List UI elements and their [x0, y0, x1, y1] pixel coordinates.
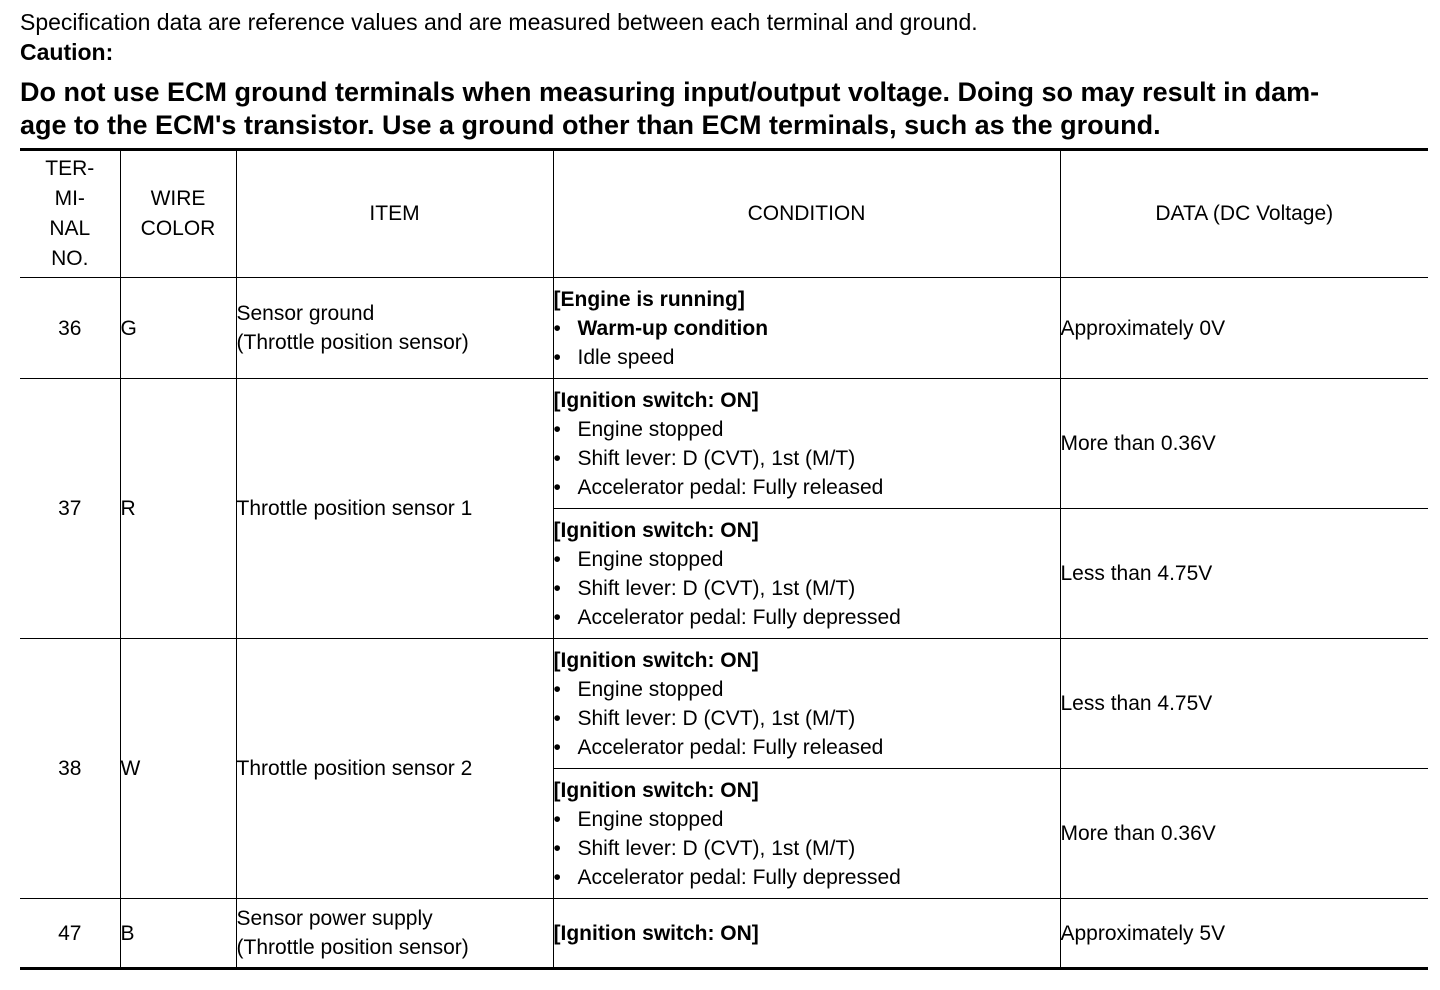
terminal-number: 36: [20, 278, 120, 379]
table-row: [20, 379, 1428, 509]
condition-item-text: Accelerator pedal: Fully depressed: [577, 605, 901, 629]
condition-item: [554, 574, 1060, 603]
bullet-icon: •: [553, 836, 561, 860]
bullet-icon: •: [553, 475, 561, 499]
condition-heading: [Ignition switch: ON]: [553, 648, 759, 672]
condition-cell: [553, 278, 1060, 379]
condition-item-text: Shift lever: D (CVT), 1st (M/T): [577, 446, 856, 470]
bullet-icon: •: [553, 735, 561, 759]
terminal-spec-table: [20, 148, 1428, 970]
bullet-icon: •: [553, 605, 561, 629]
condition-item: [554, 675, 1060, 704]
item-line: (Throttle position sensor): [236, 936, 469, 959]
condition-list: [554, 314, 1060, 372]
table-row: [20, 278, 1428, 379]
item-line: Throttle position sensor 1: [236, 497, 473, 520]
condition-item-text: Shift lever: D (CVT), 1st (M/T): [577, 836, 856, 860]
condition-item-text: Accelerator pedal: Fully released: [577, 735, 884, 759]
header-item: ITEM: [236, 150, 553, 278]
condition-item: [554, 805, 1060, 834]
condition-cell: [553, 509, 1060, 639]
bullet-icon: •: [553, 677, 561, 701]
item-description: [236, 278, 553, 379]
header-data: DATA (DC Voltage): [1060, 150, 1428, 278]
condition-list: [554, 675, 1060, 762]
bullet-icon: •: [553, 345, 561, 369]
bullet-icon: •: [553, 576, 561, 600]
item-line: Sensor ground: [236, 302, 375, 325]
dc-voltage-value: Approximately 5V: [1060, 899, 1428, 969]
caution-label: Caution:: [20, 39, 114, 65]
condition-heading: [Ignition switch: ON]: [553, 518, 759, 542]
bullet-icon: •: [553, 865, 561, 889]
item-description: [236, 379, 553, 639]
item-line: Sensor power supply: [236, 907, 433, 930]
dc-voltage-value: More than 0.36V: [1060, 769, 1428, 899]
item-description: [236, 899, 553, 969]
condition-list: [554, 415, 1060, 502]
condition-item: [554, 603, 1060, 632]
condition-cell: [553, 769, 1060, 899]
condition-item: [554, 704, 1060, 733]
intro-text: Specification data are reference values and are measured between each terminal and ground.: [20, 9, 978, 35]
item-line: Throttle position sensor 2: [236, 757, 473, 780]
condition-heading: [Engine is running]: [553, 287, 745, 311]
caution-line: age to the ECM's transistor. Use a ground other than ECM terminals, such as the ground.: [20, 110, 1161, 140]
dc-voltage-value: Less than 4.75V: [1060, 639, 1428, 769]
caution-text: [20, 76, 1430, 142]
condition-item: [554, 343, 1060, 372]
condition-item-text: Engine stopped: [577, 807, 724, 831]
header-wire-color: WIRE COLOR: [120, 150, 236, 278]
condition-item-text: Shift lever: D (CVT), 1st (M/T): [577, 706, 856, 730]
condition-list: [554, 805, 1060, 892]
condition-item: [554, 863, 1060, 892]
item-description: [236, 639, 553, 899]
wire-color: B: [120, 899, 236, 969]
terminal-number: 38: [20, 639, 120, 899]
wire-color: R: [120, 379, 236, 639]
condition-item: [554, 545, 1060, 574]
condition-item-text: Engine stopped: [577, 547, 724, 571]
condition-item-text: Idle speed: [577, 345, 675, 369]
caution-line: Do not use ECM ground terminals when measuring input/output voltage. Doing so may result in dam-: [20, 77, 1320, 107]
condition-item-text: Shift lever: D (CVT), 1st (M/T): [577, 576, 856, 600]
condition-item-text: Warm-up condition: [577, 316, 769, 340]
bullet-icon: •: [553, 706, 561, 730]
condition-item: [554, 473, 1060, 502]
condition-cell: [553, 379, 1060, 509]
condition-item-text: Engine stopped: [577, 677, 724, 701]
dc-voltage-value: More than 0.36V: [1060, 379, 1428, 509]
table-row: [20, 639, 1428, 769]
bullet-icon: •: [553, 807, 561, 831]
wire-color: G: [120, 278, 236, 379]
table-header-row: [20, 150, 1428, 278]
condition-cell: [553, 899, 1060, 969]
dc-voltage-value: Approximately 0V: [1060, 278, 1428, 379]
condition-item: [554, 444, 1060, 473]
table-body: [20, 278, 1428, 969]
terminal-number: 47: [20, 899, 120, 969]
bullet-icon: •: [553, 547, 561, 571]
item-line: (Throttle position sensor): [236, 331, 469, 354]
table-row: [20, 899, 1428, 969]
wire-color: W: [120, 639, 236, 899]
condition-item: [554, 834, 1060, 863]
condition-list: [554, 545, 1060, 632]
condition-item-text: Accelerator pedal: Fully depressed: [577, 865, 901, 889]
condition-item-text: Engine stopped: [577, 417, 724, 441]
bullet-icon: •: [553, 446, 561, 470]
condition-heading: [Ignition switch: ON]: [553, 921, 759, 945]
condition-item: [554, 415, 1060, 444]
bullet-icon: •: [553, 417, 561, 441]
bullet-icon: •: [553, 316, 561, 340]
condition-item-text: Accelerator pedal: Fully released: [577, 475, 884, 499]
condition-cell: [553, 639, 1060, 769]
condition-heading: [Ignition switch: ON]: [553, 388, 759, 412]
dc-voltage-value: Less than 4.75V: [1060, 509, 1428, 639]
condition-item: [554, 733, 1060, 762]
header-condition: CONDITION: [553, 150, 1060, 278]
terminal-number: 37: [20, 379, 120, 639]
condition-heading: [Ignition switch: ON]: [553, 778, 759, 802]
condition-item: [554, 314, 1060, 343]
header-terminal-no: TER- MI- NAL NO.: [20, 150, 120, 278]
